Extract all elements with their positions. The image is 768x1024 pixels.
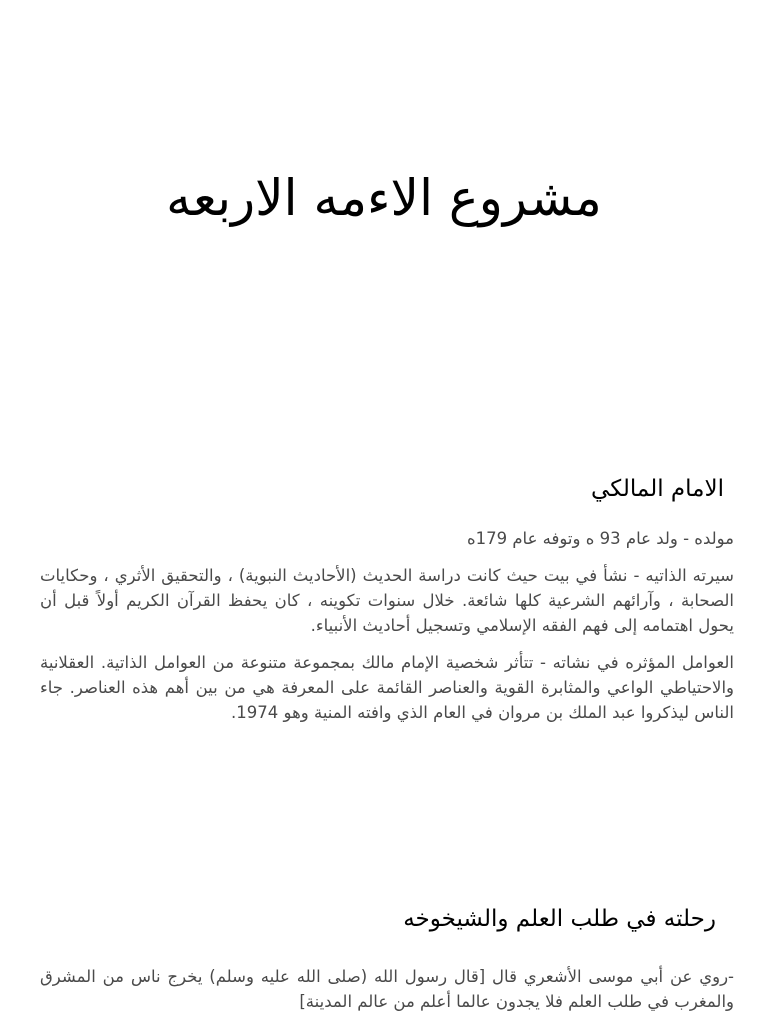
section-heading: الامام المالكي — [591, 476, 724, 502]
section-heading: رحلته في طلب العلم والشيخوخه — [403, 906, 716, 932]
paragraph-influences: العوامل المؤثره في نشاته - تتأثر شخصية الإمام مالك بمجموعة متنوعة من العوامل الذاتية. العقلانية والاحتياطي الواعي والمثابرة القوية والعناصر القائمة على المعرفة هي من بين أهم هذه العناصر. جاء الناس ليذكروا عبد الملك بن مروان في العام الذي وافته المنية وهو 1974. — [40, 653, 734, 722]
section-journey — [40, 902, 734, 1014]
page-title: مشروع الاءمه الاربعه — [166, 169, 602, 227]
paragraph-hadith: -روي عن أبي موسى الأشعري قال [قال رسول الله (صلى الله عليه وسلم) يخرج ناس من المشرق والمغرب في طلب العلم فلا يجدون عالما أعلم من عالم المدينة] — [40, 967, 734, 1011]
paragraph-biography: سيرته الذاتيه - نشأ في بيت حيث كانت دراسة الحديث (الأحاديث النبوية) ، والتحقيق الأثري ، وحكايات الصحابة ، وآرائهم الشرعية كلها شائعة. خلال سنوات تكوينه ، كان يحفظ القرآن الكريم أولاً قبل أن يحول اهتمامه إلى فهم الفقه الإسلامي وتسجيل أحاديث الأنبياء. — [40, 566, 734, 635]
section-imam-malik — [40, 472, 734, 737]
paragraph-birth: مولده - ولد عام 93 ه وتوفه عام 179ه — [466, 529, 734, 548]
